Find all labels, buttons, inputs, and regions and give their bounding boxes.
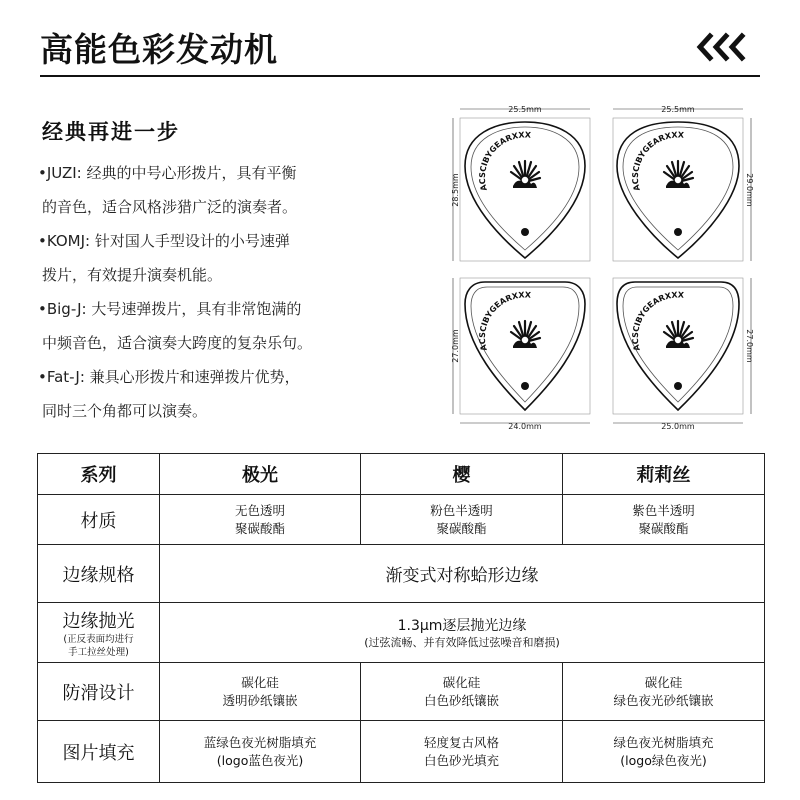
header-lilith: 莉莉丝 — [563, 454, 765, 495]
cell-note: (过弦流畅、并有效降低过弦噪音和磨损) — [364, 636, 560, 649]
cell-line: (logo绿色夜光) — [620, 752, 707, 768]
dim-height: 27.0mm — [451, 329, 460, 363]
dim-width: 25.5mm — [508, 105, 542, 114]
table-row-anti-slip — [38, 663, 765, 721]
desc-line: 的音色，适合风格涉猎广泛的演奏者。 — [42, 198, 298, 216]
cell-line: 轻度复古风格 — [423, 734, 499, 750]
section-title: 经典再进一步 — [42, 120, 180, 144]
cell-line: 无色透明 — [234, 502, 285, 518]
table-header-row — [38, 454, 765, 495]
header-aurora: 极光 — [160, 454, 361, 495]
header-series: 系列 — [38, 454, 160, 495]
table-cell — [361, 495, 563, 545]
dim-height: 27.0mm — [745, 329, 754, 363]
spec-table — [37, 453, 765, 783]
pick-drawings — [445, 98, 760, 433]
desc-line: 拨片，有效提升演奏机能。 — [42, 266, 223, 284]
row-label: 防滑设计 — [38, 663, 160, 721]
table-cell — [160, 603, 765, 663]
page-title: 高能色彩发动机 — [40, 30, 278, 69]
pick-drawing-3 — [453, 278, 590, 423]
pick-logo-text: ACSCIBYGEARXXX — [477, 290, 532, 352]
table-cell — [563, 721, 765, 783]
desc-line: •JUZI: 经典的中号心形拨片，具有平衡 — [38, 164, 297, 182]
cell-line: 白色砂纸镶嵌 — [423, 692, 499, 708]
cell-line: 透明砂纸镶嵌 — [222, 692, 298, 708]
intro-section — [38, 116, 438, 428]
cell-line: 聚碳酸酯 — [436, 520, 487, 536]
desc-line: •Fat-J: 兼具心形拨片和速弹拨片优势， — [38, 368, 300, 386]
table-row-fill — [38, 721, 765, 783]
dim-width: 25.5mm — [661, 105, 695, 114]
row-label-text: 边缘抛光 — [62, 610, 135, 632]
desc-line: 同时三个角都可以演奏。 — [42, 402, 208, 420]
table-row-material — [38, 495, 765, 545]
page-header — [40, 22, 760, 78]
intro-description — [38, 156, 438, 428]
pick-drawing-4 — [613, 278, 751, 423]
cell-line: 1.3μm逐层抛光边缘 — [397, 618, 527, 634]
table-cell — [361, 721, 563, 783]
cell-line: 碳化硅 — [442, 674, 481, 690]
row-label-note: (正反表面均进行 — [63, 633, 134, 645]
table-cell — [563, 495, 765, 545]
cell-line: 蓝绿色夜光树脂填充 — [203, 734, 317, 750]
cell-line: 聚碳酸酯 — [638, 520, 689, 536]
cell-line: 粉色半透明 — [430, 502, 493, 518]
pick-drawings-svg — [445, 98, 760, 433]
table-cell — [563, 663, 765, 721]
table-row-edge-polish — [38, 603, 765, 663]
pick-logo-text: ACSCIBYGEARXXX — [630, 290, 685, 352]
cell-line: 碳化硅 — [644, 674, 683, 690]
table-row-edge-spec — [38, 545, 765, 603]
table-cell — [160, 721, 361, 783]
row-label: 材质 — [38, 495, 160, 545]
header-divider — [40, 75, 760, 77]
desc-line: •KOMJ: 针对国人手型设计的小号速弹 — [38, 232, 290, 250]
cell-line: 绿色夜光砂纸镶嵌 — [613, 692, 714, 708]
pick-drawing-2 — [613, 109, 751, 261]
row-label: 边缘规格 — [38, 545, 160, 603]
desc-line: 中频音色，适合演奏大跨度的复杂乐句。 — [42, 334, 313, 352]
header-sakura: 樱 — [361, 454, 563, 495]
cell-line: 紫色半透明 — [632, 502, 695, 518]
cell-line: 碳化硅 — [241, 674, 279, 690]
triple-chevron-left-icon — [696, 30, 750, 64]
table-cell — [361, 663, 563, 721]
cell-line: (logo蓝色夜光) — [216, 752, 304, 768]
cell-line: 聚碳酸酯 — [234, 520, 285, 536]
desc-line: •Big-J: 大号速弹拨片，具有非常饱满的 — [38, 300, 302, 318]
cell-line: 绿色夜光树脂填充 — [613, 734, 714, 750]
cell-line: 白色砂光填充 — [423, 752, 499, 768]
table-cell: 渐变式对称蛤形边缘 — [160, 545, 765, 603]
row-label-note: 手工拉丝处理) — [68, 646, 129, 658]
dim-height: 28.5mm — [451, 173, 460, 207]
row-label: 图片填充 — [38, 721, 160, 783]
pick-drawing-1 — [453, 109, 590, 261]
table-cell — [160, 495, 361, 545]
dim-height: 29.0mm — [745, 173, 754, 207]
row-label — [38, 603, 160, 663]
dim-width: 24.0mm — [508, 422, 542, 431]
dim-width: 25.0mm — [661, 422, 695, 431]
pick-logo-text: ACSCIBYGEARXXX — [477, 130, 532, 192]
table-cell — [160, 663, 361, 721]
pick-logo-text: ACSCIBYGEARXXX — [630, 130, 685, 192]
